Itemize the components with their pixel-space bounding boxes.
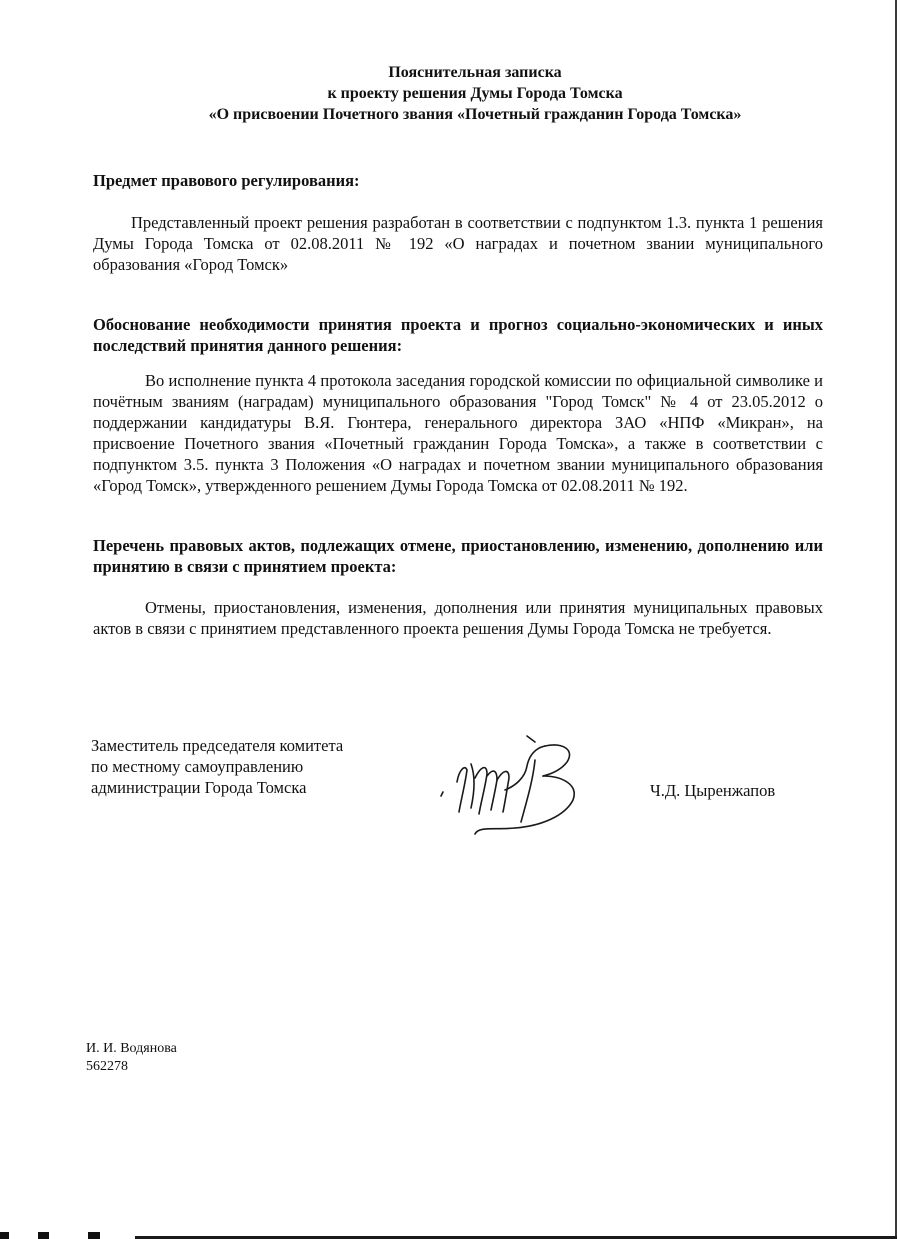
signer-position-line: по местному самоуправлению (91, 757, 304, 776)
signer-position-line: администрации Города Томска (91, 778, 307, 797)
section-text-regulation: Представленный проект решения разработан в соответствии с подпунктом 1.3. пункта 1 решения Думы Города Томска от 02.08.2011 № 192 «О наградах и почетном звании муниципального образования «Город Томск» (93, 213, 823, 274)
document-subtitle: к проекту решения Думы Города Томска (327, 85, 623, 102)
scan-mark (38, 1232, 49, 1239)
document-title: Пояснительная записка (388, 64, 562, 81)
section-heading-justification: Обоснование необходимости принятия проекта и прогноз социально-экономических и иных последствий принятия данного решения: (93, 315, 823, 355)
section-text-justification: Во исполнение пункта 4 протокола заседания городской комиссии по официальной символике и почётным званиям (наградам) муниципального образования "Город Томск" № 4 от 23.05.2012 о поддержании кандидатуры В.Я. Гюнтера, генерального директора ЗАО «НПФ «Микран», на присвоение Почетного звания «Почетный гражданин Города Томска», а также в соответствии с подпунктом 3.5. пункта 3 Положения «О наградах и почетном звании муниципального образования «Город Томск», утвержденного решением Думы Города Томска от 02.08.2011 № 192. (93, 371, 823, 495)
scan-mark (88, 1232, 100, 1239)
document-title-block (140, 62, 810, 125)
executor-phone: 562278 (86, 1059, 128, 1074)
executor-block (86, 1040, 177, 1076)
section-heading-regulation: Предмет правового регулирования: (93, 171, 360, 190)
signer-position-line: Заместитель председателя комитета (91, 736, 344, 755)
document-subject: «О присвоении Почетного звания «Почетный гражданин Города Томска» (208, 106, 742, 123)
signer-name: Ч.Д. Цыренжапов (650, 781, 776, 800)
signer-position (91, 735, 421, 798)
executor-name: И. И. Водянова (86, 1041, 177, 1056)
scan-right-edge (895, 0, 897, 1239)
section-text-acts: Отмены, приостановления, изменения, дополнения или принятия муниципальных правовых актов в связи с принятием представленного проекта решения Думы Города Томска не требуется. (93, 598, 823, 638)
handwritten-signature (435, 730, 600, 840)
scan-mark (0, 1232, 9, 1239)
section-heading-acts: Перечень правовых актов, подлежащих отмене, приостановлению, изменению, дополнению или принятию в связи с принятием проекта: (93, 536, 823, 576)
